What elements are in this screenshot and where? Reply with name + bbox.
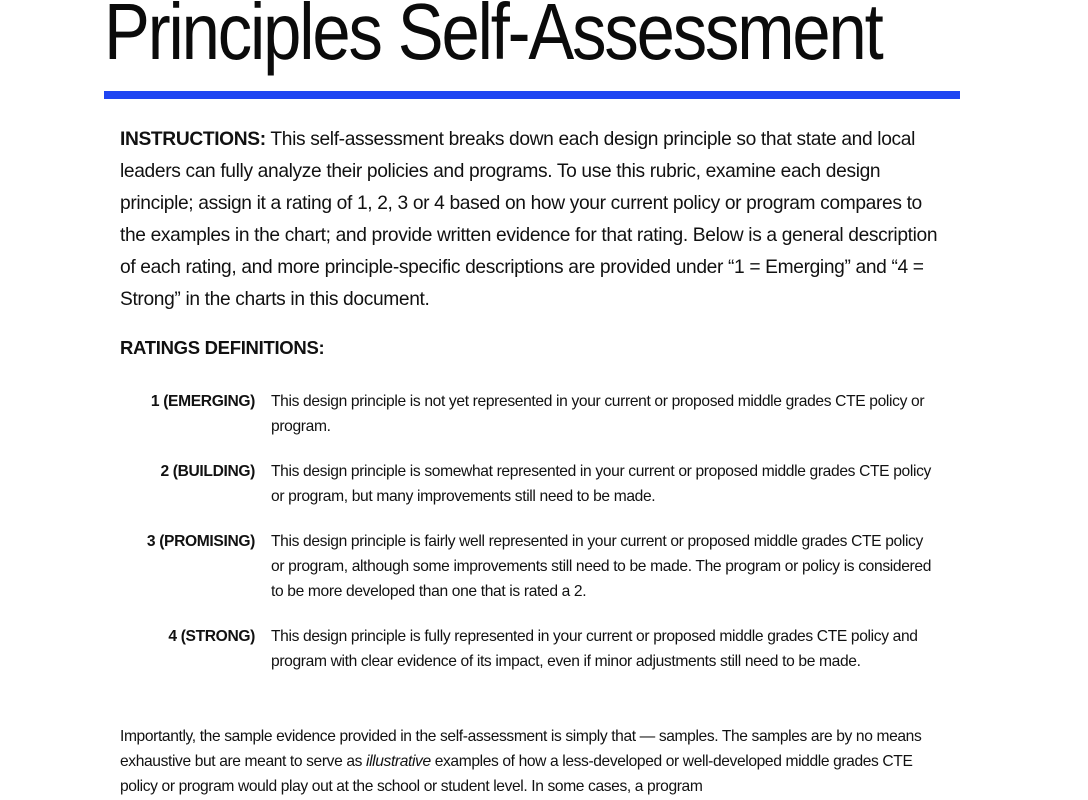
rating-description: This design principle is fairly well represented in your current or proposed middle grades CTE policy or program, although some improvements still need to be made. The program or policy is considered to be more developed than one that is rated a 2. xyxy=(271,533,932,600)
rating-term: 3 (PROMISING) xyxy=(146,533,255,550)
closing-text-start: Importantly, the sample evidence provided in the self-assessment is simply that — samples. The samples are by no means exhaustive but are meant to serve as xyxy=(120,728,922,770)
rating-description: This design principle is fully represented in your current or proposed middle grades CTE policy and program with clear evidence of its impact, even if minor adjustments still need to be made. xyxy=(271,628,918,670)
closing-text-italic: illustrative xyxy=(365,753,431,770)
rating-description: This design principle is not yet represented in your current or proposed middle grades CTE policy or program. xyxy=(271,393,925,435)
rating-term: 4 (STRONG) xyxy=(168,628,255,645)
ratings-definitions-heading: RATINGS DEFINITIONS: xyxy=(120,337,325,358)
title-underline-rule xyxy=(104,91,960,99)
rating-term: 2 (BUILDING) xyxy=(160,463,255,480)
rating-description: This design principle is somewhat represented in your current or proposed middle grades CTE policy or program, but many improvements still need to be made. xyxy=(271,463,931,505)
closing-text-end: examples of how a less-developed or well-developed middle grades CTE policy or program would play out at the school or student level. In some cases, a program xyxy=(120,753,913,795)
closing-paragraph xyxy=(120,724,944,799)
page-title: Principles Self-Assessment xyxy=(104,0,882,76)
instructions-paragraph xyxy=(120,124,944,316)
instructions-label: INSTRUCTIONS: xyxy=(120,129,266,150)
rating-term: 1 (EMERGING) xyxy=(150,393,255,410)
instructions-text: This self-assessment breaks down each design principle so that state and local leaders can fully analyze their policies and programs. To use this rubric, examine each design principle; assign it a rating of 1, 2, 3 or 4 based on how your current policy or program compares to the examples in the chart; and provide written evidence for that rating. Below is a general description of each rating, and more principle-specific descriptions are provided under “1 = Emerging” and “4 = Strong” in the charts in this document. xyxy=(120,129,938,310)
